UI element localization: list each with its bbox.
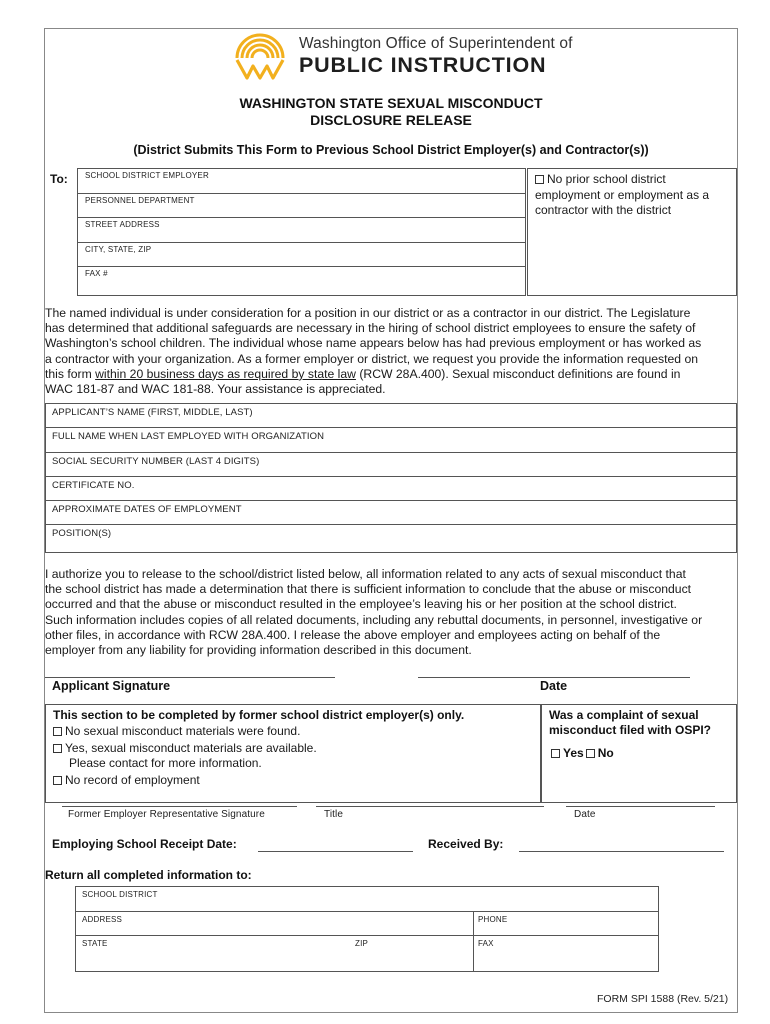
title-line[interactable] bbox=[316, 806, 544, 807]
no-prior-checkbox[interactable] bbox=[535, 175, 544, 184]
applicant-signature-label: Applicant Signature bbox=[52, 679, 171, 693]
return-address-field[interactable]: ADDRESS bbox=[82, 915, 123, 924]
to-label: To: bbox=[50, 172, 68, 186]
city-state-zip-field[interactable]: CITY, STATE, ZIP bbox=[85, 245, 152, 254]
return-heading: Return all completed information to: bbox=[45, 868, 252, 882]
date-label: Date bbox=[540, 679, 568, 693]
complaint-yes-checkbox[interactable] bbox=[551, 749, 560, 758]
form-subtitle: (District Submits This Form to Previous School District Employer(s) and Contractor(s)) bbox=[133, 143, 649, 157]
rep-date-line[interactable] bbox=[566, 806, 715, 807]
return-zip-field[interactable]: ZIP bbox=[355, 939, 369, 948]
fax-field[interactable]: FAX # bbox=[85, 269, 108, 278]
date-line[interactable] bbox=[418, 677, 690, 678]
return-school-district-field[interactable]: SCHOOL DISTRICT bbox=[82, 890, 158, 899]
org-name-line2: PUBLIC INSTRUCTION bbox=[299, 53, 547, 77]
rep-signature-line[interactable] bbox=[62, 806, 297, 807]
receipt-date-label: Employing School Receipt Date: bbox=[52, 837, 237, 851]
complaint-question: Was a complaint of sexual misconduct filed with OSPI? bbox=[549, 708, 712, 737]
applicant-name-field[interactable]: APPLICANT’S NAME (FIRST, MIDDLE, LAST) bbox=[52, 407, 253, 418]
former-employer-heading: This section to be completed by former school district employer(s) only. bbox=[53, 708, 465, 722]
option-materials-available[interactable]: Yes, sexual misconduct materials are available. bbox=[53, 741, 317, 756]
dates-employment-field[interactable]: APPROXIMATE DATES OF EMPLOYMENT bbox=[52, 504, 242, 515]
form-number: FORM SPI 1588 (Rev. 5/21) bbox=[597, 993, 729, 1005]
authorization-paragraph: I authorize you to release to the school/district listed below, all information related to any acts of sexual misconduct that the school district has made a determination that there is sufficient information to conclude that the abuse or misconduct occurred and that the abuse or misconduct resulted in the employee’s leaving his or her position at the school district. Such information includes copies of all related documents, including any rebuttal documents, in personnel, investigative or other files, in accordance with RCW 28A.400. I release the above employer and employees acting on behalf of the employer from any liability for providing information described in this document. bbox=[45, 567, 703, 658]
no-record-checkbox[interactable] bbox=[53, 776, 62, 785]
rep-signature-label: Former Employer Representative Signature bbox=[68, 809, 265, 820]
form-title-line2: DISCLOSURE RELEASE bbox=[310, 112, 472, 128]
certificate-field[interactable]: CERTIFICATE NO. bbox=[52, 480, 135, 491]
option-materials-available-cont: Please contact for more information. bbox=[69, 756, 262, 770]
received-by-label: Received By: bbox=[428, 837, 504, 851]
return-address-table bbox=[75, 886, 659, 972]
title-label: Title bbox=[324, 809, 344, 820]
received-by-line[interactable] bbox=[519, 851, 724, 852]
form-title-line1: WASHINGTON STATE SEXUAL MISCONDUCT bbox=[239, 95, 543, 111]
personnel-department-field[interactable]: PERSONNEL DEPARTMENT bbox=[85, 196, 195, 205]
option-no-record[interactable]: No record of employment bbox=[53, 773, 200, 788]
complaint-yes-no: Yes No bbox=[551, 746, 614, 760]
to-address-box bbox=[77, 168, 526, 296]
intro-paragraph: The named individual is under consideration for a position in our district or as a contractor in our district. The Legislature has determined that additional safeguards are necessary in the hiring of school district employees to ensure the safety of Washington’s school children. The individual whose name appears below has had previous employment or has worked as a contractor with your organization. As a former employer or district, we request you provide the information requested on this form within 20 business days as required by state law (RCW 28A.400). Sexual misconduct definitions are found in WAC 181-87 and WAC 181-88. Your assistance is appreciated. bbox=[45, 306, 702, 397]
positions-field[interactable]: POSITION(S) bbox=[52, 528, 112, 539]
org-name-line1: Washington Office of Superintendent of bbox=[299, 35, 573, 52]
street-address-field[interactable]: STREET ADDRESS bbox=[85, 220, 160, 229]
ospi-logo-icon bbox=[231, 32, 289, 82]
return-phone-field[interactable]: PHONE bbox=[478, 915, 508, 924]
applicant-info-table bbox=[45, 403, 737, 553]
full-name-field[interactable]: FULL NAME WHEN LAST EMPLOYED WITH ORGANIZATION bbox=[52, 431, 325, 442]
school-district-employer-field[interactable]: SCHOOL DISTRICT EMPLOYER bbox=[85, 171, 209, 180]
no-materials-checkbox[interactable] bbox=[53, 727, 62, 736]
rep-date-label: Date bbox=[574, 809, 596, 820]
complaint-no-checkbox[interactable] bbox=[586, 749, 595, 758]
materials-available-checkbox[interactable] bbox=[53, 744, 62, 753]
ssn-field[interactable]: SOCIAL SECURITY NUMBER (LAST 4 DIGITS) bbox=[52, 456, 260, 467]
no-prior-option[interactable]: No prior school district employment or employment as a contractor with the district bbox=[535, 172, 710, 217]
return-state-field[interactable]: STATE bbox=[82, 939, 108, 948]
return-fax-field[interactable]: FAX bbox=[478, 939, 494, 948]
option-no-materials[interactable]: No sexual misconduct materials were found. bbox=[53, 724, 300, 739]
applicant-signature-line[interactable] bbox=[45, 677, 335, 678]
receipt-date-line[interactable] bbox=[258, 851, 413, 852]
